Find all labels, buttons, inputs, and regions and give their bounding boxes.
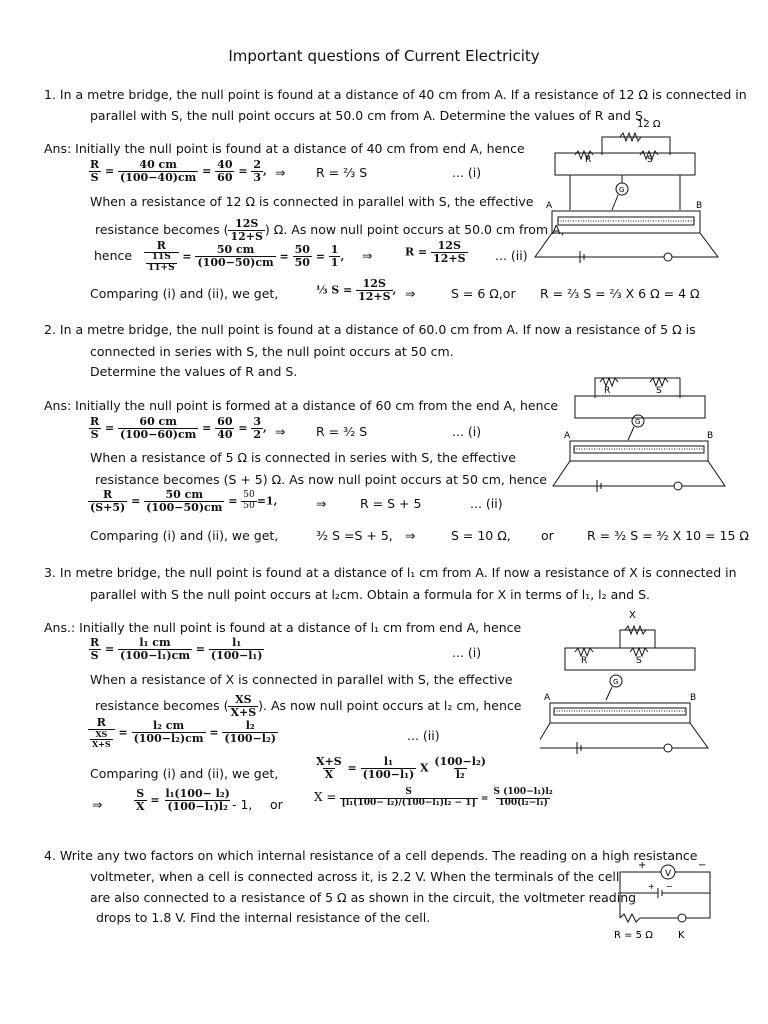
q2-res-mid: ³⁄₂ S =S + 5, [316,528,393,543]
q3-or: or [270,797,283,812]
metre-bridge-figure-2 [550,368,730,508]
q3-final-eq: $\frac{S}{X}$ = $\frac{\text{l₁(100− l₂)}}{\text{(100−l₁)l₂}}$ [136,787,230,814]
resistor-5ohm [620,914,640,922]
q2-line3: Determine the values of R and S. [90,364,298,379]
svg-text:G: G [613,678,619,686]
q1-res-r: R = ⅔ S = ⅔ X 6 Ω = 4 Ω [540,286,700,301]
q4-line4: drops to 1.8 V. Find the internal resistance of the cell. [96,910,431,925]
svg-text:R: R [581,656,588,666]
svg-text:B: B [707,431,714,441]
q2-or: or [541,528,554,543]
arrow: ⇒ [316,496,327,511]
q1-line2: parallel with S, the null point occurs at 50.0 cm from A. Determine the values of R and S. [90,108,647,123]
svg-text:R: R [585,155,592,165]
q4-line2: voltmeter, when a cell is connected across it, is 2.2 V. When the terminals of the cell [90,869,620,884]
q1-hence: hence [94,248,133,263]
q2-eq2-tag: ... (ii) [470,496,503,511]
q4-line1: 4. Write any two factors on which internal resistance of a cell depends. The reading on a high resistance [44,848,698,863]
q3-x-eq: X = $\frac{S}{\text{[l₁(100− l₂)/(100−l₁)l₂ − 1]}}$ = $\frac{\text{S (100−l₁)l₂}}{\text{100(l₂−l₁)}}$ [314,787,553,808]
q1-cmp-eq: ⅓ S = $\frac{12S}{12+S}$ , [316,277,397,304]
q2-eq1-tag: ... (i) [452,424,482,439]
q3-comparing: Comparing (i) and (ii), we get, [90,766,279,781]
svg-text:A: A [544,693,551,703]
q3-eq1: $\frac{R}{S}$ = $\frac{\text{l₁ cm}}{\text{(100−l₁)cm}}$ = $\frac{\text{l₁}}{\text{(100−l₁)}}$ [90,636,263,663]
svg-text:−: − [666,882,673,891]
voltmeter-circuit-figure [610,856,720,942]
q2-eq1: $\frac{R}{S}$ = $\frac{60 cm}{(100-60)cm}$ = $\frac{60}{40}$ = $\frac{3}{2}$ , [90,415,267,442]
svg-text:−: − [698,860,707,871]
q4-line3: are also connected to a resistance of 5 Ω as shown in the circuit, the voltmeter reading [90,890,637,905]
svg-text:B: B [696,201,703,211]
q2-eq2: $\frac{R}{(S+5)}$ = $\frac{50 cm}{(100-50)cm}$ = $\frac{50}{50}$ =1, [90,488,278,515]
svg-text:S: S [656,386,662,396]
q3-eq2: $\frac{R}{\frac{XS}{X+S}}$ = $\frac{\text{l₂ cm}}{\text{(100−l₂)cm}}$ = $\frac{\text{l₂}}{\text{(100−l₂)}}$ [88,717,278,749]
q1-res-s: S = 6 Ω,or [451,286,516,301]
svg-text:B: B [690,693,697,703]
metre-bridge-figure-1 [530,115,725,275]
q3-when: When a resistance of X is connected in parallel with S, the effective [90,672,513,687]
q1-when: When a resistance of 12 Ω is connected in parallel with S, the effective [90,194,534,209]
fig3-s-resistor [630,648,648,656]
fig3-x-label: X [629,610,636,621]
arrow: ⇒ [405,528,416,543]
q2-line2: connected in series with S, the null point occurs at 50 cm. [90,344,454,359]
q2-comparing: Comparing (i) and (ii), we get, [90,528,279,543]
svg-text:R: R [604,386,611,396]
arrow: ⇒ [92,797,103,812]
q2-res-r: R = ³⁄₂ S = ³⁄₂ X 10 = 15 Ω [587,528,749,543]
svg-text:+: + [638,860,647,871]
svg-text:S: S [647,155,653,165]
q3-eq2-tag: ... (ii) [407,728,440,743]
q3-line1: 3. In metre bridge, the null point is found at a distance of l₁ cm from A. If now a resistance of X is connected in [44,565,737,580]
arrow: ⇒ [275,424,286,439]
svg-text:+: + [648,882,655,891]
fig1-key [664,253,672,261]
svg-text:G: G [619,186,625,194]
page-title: Important questions of Current Electricity [228,47,540,65]
svg-text:V: V [665,869,672,879]
q1-comparing: Comparing (i) and (ii), we get, [90,286,279,301]
svg-text:G: G [635,418,641,426]
q1-eq2-tag: ... (ii) [495,248,528,263]
fig2-key [674,482,682,490]
q3-minus1: - 1, [232,797,253,812]
q2-line1: 2. In a metre bridge, the null point is found at a distance of 60.0 cm from A. If now a resistance of 5 Ω is [44,322,696,337]
svg-text:R = 5 Ω: R = 5 Ω [614,930,653,941]
q1-eq1-result: R = ⅔ S [316,165,368,180]
q1-eq2: $\frac{R}{\frac{11S}{11+S}}$ = $\frac{50 cm}{(100-50)cm}$ = $\frac{50}{50}$ = $\frac{1}{1}$ , [144,240,344,274]
svg-text:K: K [678,930,685,941]
q3-cmp-eq: $\frac{X+S}{X}$ = $\frac{\text{l₁}}{\text{(100−l₁)}}$ X $\frac{\text{(100−l₂)}}{\text{l₂}}$ [316,755,486,782]
metre-bridge-figure-3 [540,608,720,758]
q1-eq1-tag: ... (i) [452,165,482,180]
fig3-key [664,744,672,752]
q3-line2: parallel with S the null point occurs at l₂cm. Obtain a formula for X in terms of l₁, l₂ and S. [90,587,650,602]
q1-eq1: $\frac{R}{S}$ = $\frac{40 cm}{(100-40)cm}$ = $\frac{40}{60}$ = $\frac{2}{3}$ , [90,158,267,185]
q3-becomes: resistance becomes ( $\frac{XS}{X+S}$ ). As now null point occurs at l₂ cm, hence [95,693,522,720]
fig1-12ohm-label: 12 Ω [637,119,661,130]
svg-text:A: A [564,431,571,441]
arrow: ⇒ [275,165,286,180]
q2-ans: Ans: Initially the null point is formed at a distance of 60 cm from the end A, hence [44,398,559,413]
q1-eq2-result: R = $\frac{12S}{12+S}$ [405,239,466,266]
q1-becomes: resistance becomes ( $\frac{12S}{12+S}$ ) Ω. As now null point occurs at 50.0 cm from A, [95,217,565,244]
q1-ans: Ans: Initially the null point is found at a distance of 40 cm from end A, hence [44,141,525,156]
q3-ans: Ans.: Initially the null point is found at a distance of l₁ cm from end A, hence [44,620,522,635]
arrow: ⇒ [405,286,416,301]
q2-res-s: S = 10 Ω, [451,528,511,543]
fig3-r-resistor [575,648,593,656]
svg-text:S: S [636,656,642,666]
q3-eq1-tag: ... (i) [452,645,482,660]
q2-eq1-result: R = ³⁄₂ S [316,424,368,439]
fig2-s-resistor [650,378,668,386]
q2-when: When a resistance of 5 Ω is connected in series with S, the effective [90,450,516,465]
svg-text:A: A [546,201,553,211]
fig2-r-resistor [600,378,618,386]
q2-eq2-result: R = S + 5 [360,496,422,511]
q1-line1: 1. In a metre bridge, the null point is found at a distance of 40 cm from A. If a resistance of 12 Ω is connected in [44,87,747,102]
key-icon [678,914,686,922]
q2-becomes: resistance becomes (S + 5) Ω. As now null point occurs at 50 cm, hence [95,472,547,487]
arrow: ⇒ [362,248,373,263]
